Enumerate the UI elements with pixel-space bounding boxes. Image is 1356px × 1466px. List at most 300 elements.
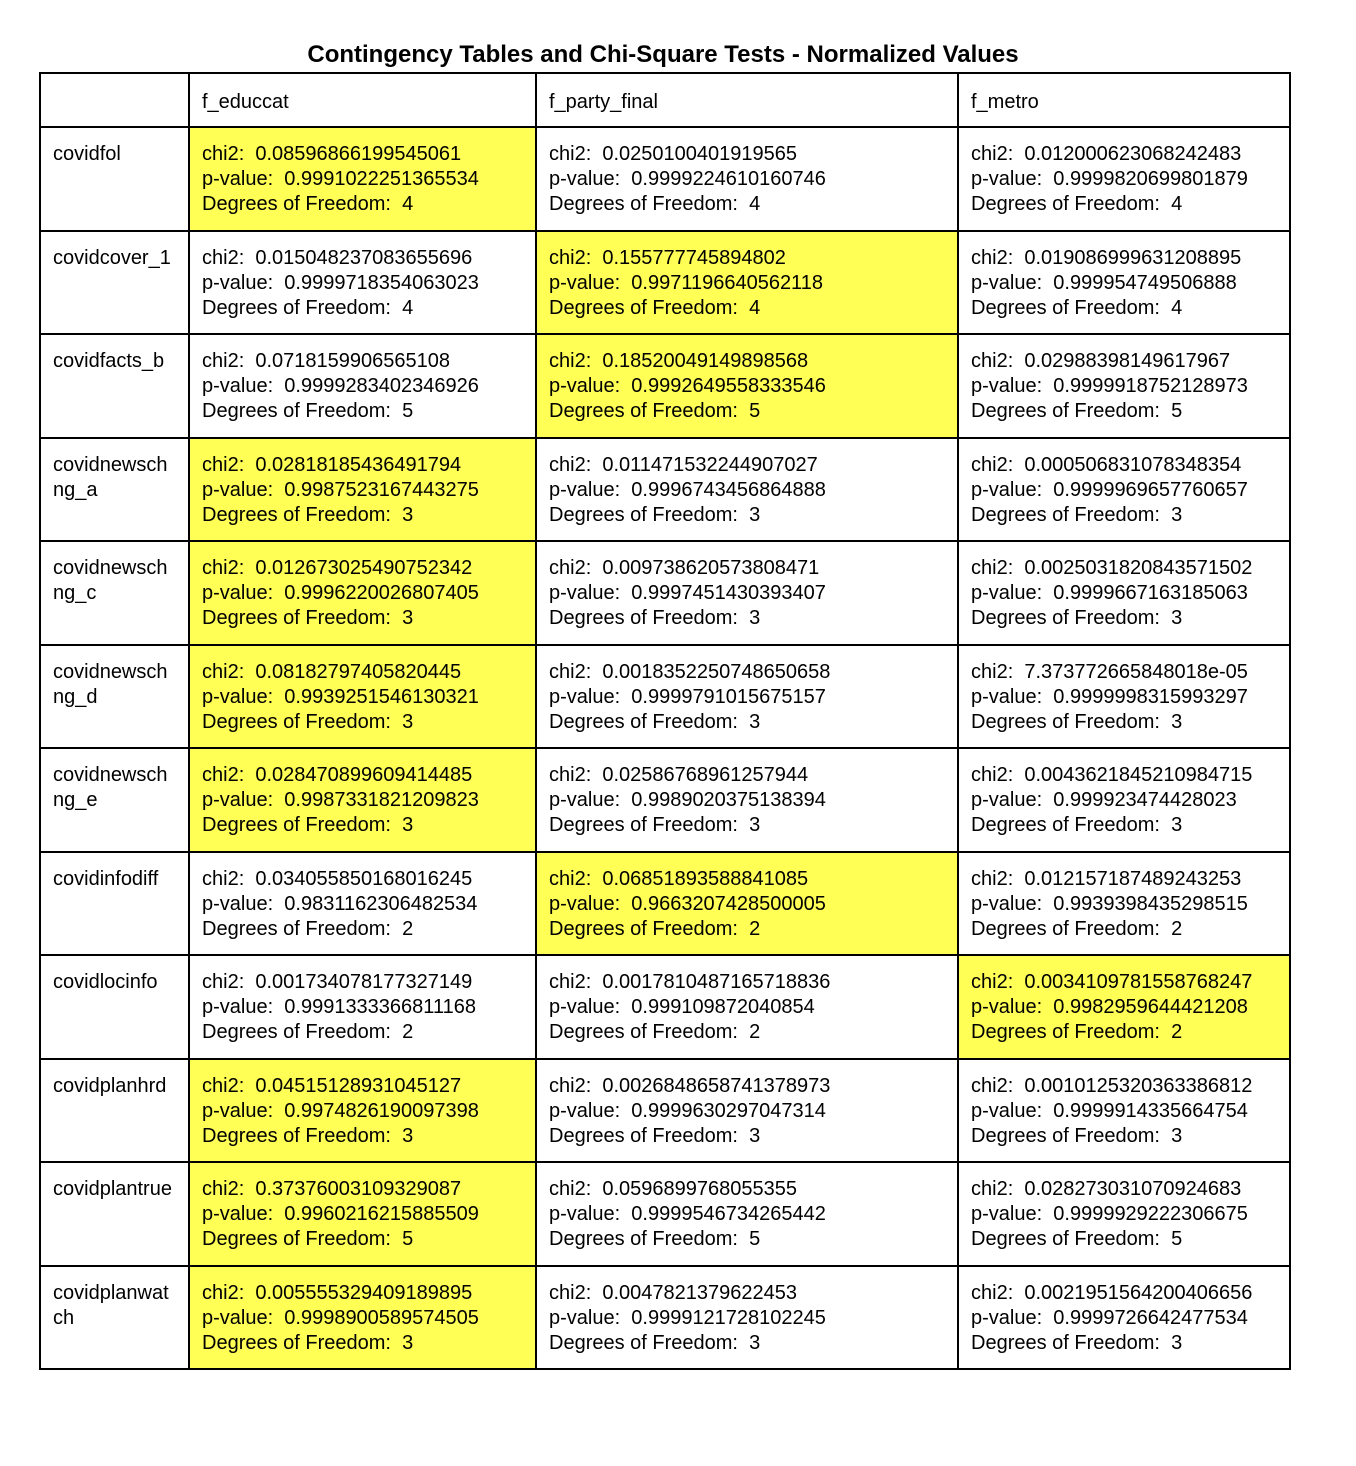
dof-line [202,606,523,631]
p-value-line-label: p-value: [202,996,285,1018]
dof-line [971,917,1277,942]
p-value-line [549,1306,945,1331]
table-row [40,1266,1290,1370]
p-value-line-value: 0.9987523167443275 [284,478,479,501]
chi2-line-value: 0.155777745894802 [602,246,786,269]
dof-line-value: 2 [402,1021,414,1043]
p-value-line-value: 0.9999918752128973 [1053,375,1248,397]
stat-cell [189,231,536,335]
chi2-line-value: 0.012000623068242483 [1024,143,1242,165]
chi2-line-value: 0.0010125320363386812 [1024,1074,1253,1097]
table-body [40,73,1290,1369]
chi2-line-value: 0.0043621845210984715 [1024,764,1253,786]
p-value-line [202,271,523,296]
chi2-line [202,970,523,995]
chi2-line-label: chi2: [971,453,1025,476]
chi2-line [549,970,945,995]
p-value-line [549,892,945,917]
chi2-line [549,1074,945,1099]
chi2-line-label: chi2: [202,1178,256,1200]
p-value-line-label: p-value: [202,892,285,915]
chi2-line-label: chi2: [549,453,603,476]
chi2-line-label: chi2: [202,246,256,269]
dof-line [202,296,523,321]
dof-line-label: Degrees of Freedom: [971,1124,1172,1147]
dof-line-label: Degrees of Freedom: [202,607,403,629]
dof-line-label: Degrees of Freedom: [202,1331,403,1354]
p-value-line-value: 0.9987331821209823 [284,789,479,811]
chi2-line [971,453,1277,478]
page-title: Contingency Tables and Chi-Square Tests - Normalized Values [307,41,1019,68]
chi2-line-value: 0.08182797405820445 [255,660,462,683]
p-value-line-label: p-value: [971,168,1054,190]
p-value-line-label: p-value: [971,271,1054,294]
p-value-line-label: p-value: [971,1203,1054,1225]
dof-line [202,1227,523,1252]
dof-line-value: 3 [1171,503,1183,526]
chi2-line-value: 0.02988398149617967 [1024,350,1231,372]
chi2-line-value: 0.02818185436491794 [255,453,462,476]
p-value-line [549,1202,945,1227]
p-value-line-label: p-value: [549,685,632,708]
chi2-line [549,867,945,892]
dof-line [971,606,1277,631]
dof-line-label: Degrees of Freedom: [971,193,1172,215]
dof-line-value: 3 [1171,607,1183,629]
dof-line-label: Degrees of Freedom: [549,917,750,940]
dof-line-label: Degrees of Freedom: [202,193,403,215]
chi2-line [202,246,523,271]
p-value-line-value: 0.9999929222306675 [1053,1203,1248,1225]
p-value-line-label: p-value: [202,478,285,501]
dof-line [971,1227,1277,1252]
p-value-line [202,892,523,917]
row-label: covidplanwatch [40,1266,189,1370]
dof-line [971,1124,1277,1149]
chi2-line [549,1177,945,1202]
dof-line [549,1227,945,1252]
chi2-line [202,349,523,374]
chi2-line-label: chi2: [549,1074,603,1097]
p-value-line [202,1099,523,1124]
dof-line-label: Degrees of Freedom: [549,710,750,733]
p-value-line [971,788,1277,813]
row-label: covidcover_1 [40,231,189,335]
dof-line-value: 4 [1171,296,1183,319]
dof-line-value: 5 [402,400,414,422]
chi2-line-label: chi2: [202,867,256,890]
p-value-line [971,1202,1277,1227]
chi2-line-value: 0.0047821379622453 [602,1281,798,1304]
p-value-line [549,478,945,503]
chi2-line [202,1074,523,1099]
stat-cell [536,1059,958,1163]
dof-line [549,1331,945,1356]
p-value-line-label: p-value: [202,685,285,708]
p-value-line-value: 0.9999283402346926 [284,375,479,397]
table-row [40,334,1290,438]
table-row [40,748,1290,852]
chi2-line [202,763,523,788]
table-row [40,541,1290,645]
dof-line-value: 2 [402,917,414,940]
chi2-line-label: chi2: [971,1281,1025,1304]
stat-cell [958,541,1290,645]
p-value-line [549,1099,945,1124]
p-value-line [202,167,523,192]
dof-line-value: 3 [402,710,414,733]
p-value-line-label: p-value: [549,168,632,190]
chi2-line-value: 0.012673025490752342 [255,557,473,579]
stat-cell [958,852,1290,956]
stat-cell-highlighted [189,438,536,542]
chi2-line-value: 0.0250100401919565 [602,143,798,165]
p-value-line [202,374,523,399]
chi2-line-value: 0.02586768961257944 [602,764,809,786]
p-value-line [202,788,523,813]
p-value-line-value: 0.9999667163185063 [1053,582,1248,604]
p-value-line-value: 0.9999998315993297 [1053,685,1248,708]
stat-cell-highlighted [189,541,536,645]
stat-cell-highlighted [536,852,958,956]
p-value-line-value: 0.9999630297047314 [631,1099,826,1122]
p-value-line-label: p-value: [202,271,285,294]
dof-line [549,503,945,528]
stat-cell-highlighted [189,1266,536,1370]
p-value-line-value: 0.9996220026807405 [284,582,479,604]
chi2-line [971,246,1277,271]
chi2-line [202,556,523,581]
chi2-line [971,349,1277,374]
row-label: covidnewschng_e [40,748,189,852]
stat-cell-highlighted [189,645,536,749]
chi2-line-value: 0.0018352250748650658 [602,660,831,683]
dof-line-value: 3 [402,607,414,629]
chi2-line [549,660,945,685]
chi2-line-value: 0.0021951564200406656 [1024,1281,1253,1304]
table-row [40,231,1290,335]
dof-line-label: Degrees of Freedom: [202,503,403,526]
chi2-line-value: 0.0718159906565108 [255,350,451,372]
dof-line-value: 3 [1171,1331,1183,1354]
p-value-line-value: 0.9989020375138394 [631,789,826,811]
chi2-line-label: chi2: [971,660,1025,683]
p-value-line-label: p-value: [202,1203,285,1225]
dof-line-label: Degrees of Freedom: [549,1228,750,1250]
stat-cell-highlighted [536,334,958,438]
chi2-line-label: chi2: [549,1178,603,1200]
dof-line-value: 2 [749,1021,761,1043]
dof-line-label: Degrees of Freedom: [971,814,1172,836]
dof-line-label: Degrees of Freedom: [549,1021,750,1043]
stat-cell [189,955,536,1059]
p-value-line-value: 0.9999121728102245 [631,1306,826,1329]
p-value-line-label: p-value: [971,375,1054,397]
p-value-line-value: 0.9999969657760657 [1053,478,1248,501]
p-value-line-value: 0.9960216215885509 [284,1203,479,1225]
chi2-line-value: 0.18520049149898568 [602,350,809,372]
p-value-line [202,1306,523,1331]
chi2-line [549,246,945,271]
stat-cell [536,1266,958,1370]
dof-line-value: 5 [402,1228,414,1250]
dof-line-value: 3 [402,1331,414,1354]
p-value-line-value: 0.9974826190097398 [284,1099,479,1122]
p-value-line-label: p-value: [202,789,285,811]
chi2-line-value: 0.028273031070924683 [1024,1178,1242,1200]
stat-cell [536,127,958,231]
p-value-line [202,995,523,1020]
chi2-line-value: 0.000506831078348354 [1024,453,1242,476]
dof-line [549,710,945,735]
p-value-line-label: p-value: [549,1306,632,1329]
dof-line-value: 3 [1171,1124,1183,1147]
dof-line-label: Degrees of Freedom: [549,400,750,422]
p-value-line [549,374,945,399]
chi2-line-label: chi2: [549,660,603,683]
chi2-line-label: chi2: [549,764,603,786]
p-value-line [971,685,1277,710]
chi2-line [971,1281,1277,1306]
p-value-line-label: p-value: [549,582,632,604]
dof-line [549,606,945,631]
stat-cell-highlighted [958,955,1290,1059]
row-label: covidnewschng_a [40,438,189,542]
chi2-line-value: 0.019086999631208895 [1024,246,1242,269]
row-label: covidplanhrd [40,1059,189,1163]
chi2-line-value: 0.0596899768055355 [602,1178,798,1200]
dof-line-value: 5 [749,1228,761,1250]
p-value-line [971,374,1277,399]
dof-line-label: Degrees of Freedom: [202,1228,403,1250]
chi2-line-value: 0.0034109781558768247 [1024,971,1253,993]
p-value-line-value: 0.9999726642477534 [1053,1306,1248,1329]
dof-line-value: 3 [1171,814,1183,836]
p-value-line [971,995,1277,1020]
chi2-line-value: 0.028470899609414485 [255,764,473,786]
chi2-line-label: chi2: [549,557,603,579]
dof-line [549,296,945,321]
p-value-line [971,271,1277,296]
dof-line-label: Degrees of Freedom: [202,1021,403,1043]
chi2-line-label: chi2: [971,1074,1025,1097]
p-value-line-label: p-value: [971,1099,1054,1122]
stat-cell [536,438,958,542]
chi2-line-label: chi2: [971,143,1025,165]
dof-line-label: Degrees of Freedom: [202,1124,403,1147]
p-value-line [549,581,945,606]
p-value-line-value: 0.9999224610160746 [631,168,826,190]
stat-cell [536,645,958,749]
dof-line-label: Degrees of Freedom: [971,1021,1172,1043]
chi2-line [202,660,523,685]
p-value-line-label: p-value: [971,582,1054,604]
dof-line-value: 3 [749,503,761,526]
dof-line [971,710,1277,735]
chi2-line-value: 0.011471532244907027 [602,453,818,476]
dof-line-label: Degrees of Freedom: [549,296,750,319]
p-value-line [971,478,1277,503]
table-row [40,852,1290,956]
dof-line-label: Degrees of Freedom: [971,1331,1172,1354]
table-row [40,1059,1290,1163]
chi2-line-value: 0.0025031820843571502 [1024,557,1253,579]
column-header: f_metro [958,73,1290,127]
dof-line-label: Degrees of Freedom: [549,814,750,836]
stat-cell [958,231,1290,335]
p-value-line-value: 0.9831162306482534 [284,892,478,915]
dof-line-label: Degrees of Freedom: [971,503,1172,526]
dof-line-value: 5 [1171,400,1183,422]
column-header: f_party_final [536,73,958,127]
column-header: f_educcat [189,73,536,127]
stat-cell [958,438,1290,542]
dof-line-value: 3 [749,710,761,733]
chi2-line-value: 0.0026848658741378973 [602,1074,831,1097]
row-label: covidinfodiff [40,852,189,956]
dof-line [202,813,523,838]
p-value-line-label: p-value: [971,685,1054,708]
dof-line [971,1020,1277,1045]
chi2-line-label: chi2: [971,971,1025,993]
dof-line-label: Degrees of Freedom: [202,296,403,319]
chi2-line-value: 0.015048237083655696 [255,246,473,269]
dof-line-value: 4 [402,296,414,319]
dof-line-value: 3 [402,814,414,836]
table-row [40,1162,1290,1266]
dof-line [549,1124,945,1149]
chi2-line-label: chi2: [549,246,603,269]
chi2-line-value: 0.08596866199545061 [255,143,462,165]
dof-line-label: Degrees of Freedom: [971,400,1172,422]
p-value-line-label: p-value: [549,892,632,915]
p-value-line [549,271,945,296]
chi2-line-label: chi2: [549,143,603,165]
dof-line-value: 4 [402,193,414,215]
chi2-line [202,142,523,167]
dof-line-label: Degrees of Freedom: [549,607,750,629]
chi2-line [202,453,523,478]
dof-line [971,503,1277,528]
chi2-line-value: 0.001734078177327149 [255,971,473,993]
chi2-line-value: 0.06851893588841085 [602,867,809,890]
stat-cell [958,645,1290,749]
corner-cell [40,73,189,127]
dof-line [549,813,945,838]
dof-line [971,399,1277,424]
p-value-line-label: p-value: [549,271,632,294]
chi-square-table [39,72,1291,1370]
p-value-line-label: p-value: [549,1099,632,1122]
chi2-line-value: 0.005555329409189895 [255,1281,473,1304]
dof-line-value: 2 [749,917,761,940]
chi2-line [549,453,945,478]
table-row [40,438,1290,542]
p-value-line-label: p-value: [549,996,632,1018]
chi2-line-label: chi2: [202,143,256,165]
dof-line-label: Degrees of Freedom: [971,296,1172,319]
dof-line [202,917,523,942]
chi2-line-label: chi2: [971,1178,1025,1200]
chi2-line-label: chi2: [971,350,1025,372]
p-value-line-label: p-value: [971,996,1054,1018]
p-value-line-value: 0.9992649558333546 [631,375,826,397]
chi2-line-value: 0.04515128931045127 [255,1074,462,1097]
p-value-line-value: 0.9939251546130321 [284,685,479,708]
stat-cell [958,1059,1290,1163]
p-value-line-value: 0.9999791015675157 [631,685,826,708]
p-value-line-value: 0.9991022251365534 [284,168,479,190]
chi2-line [971,660,1277,685]
p-value-line-value: 0.9939398435298515 [1053,892,1248,915]
dof-line-label: Degrees of Freedom: [971,607,1172,629]
p-value-line-value: 0.9998900589574505 [284,1306,479,1329]
p-value-line-label: p-value: [549,478,632,501]
chi2-line [549,349,945,374]
chi2-line-label: chi2: [971,764,1025,786]
chi2-line-value: 0.012157187489243253 [1024,867,1242,890]
p-value-line [202,581,523,606]
dof-line [549,399,945,424]
chi2-line-label: chi2: [202,1074,256,1097]
p-value-line [971,892,1277,917]
p-value-line-value: 0.9996743456864888 [631,478,826,501]
chi2-line-label: chi2: [549,867,603,890]
p-value-line [971,1099,1277,1124]
stat-cell [536,955,958,1059]
dof-line-label: Degrees of Freedom: [549,193,750,215]
p-value-line [971,1306,1277,1331]
p-value-line-value: 0.9997451430393407 [631,582,826,604]
chi2-line [202,867,523,892]
chi2-line [971,867,1277,892]
dof-line [202,1331,523,1356]
row-label: covidfacts_b [40,334,189,438]
chi2-line [971,1074,1277,1099]
p-value-line-value: 0.999954749506888 [1053,271,1237,294]
chi2-line-label: chi2: [549,971,603,993]
p-value-line [202,685,523,710]
stat-cell [958,748,1290,852]
dof-line-value: 5 [1171,1228,1183,1250]
p-value-line [549,788,945,813]
stat-cell [189,852,536,956]
chi2-line-value: 0.034055850168016245 [255,867,473,890]
stat-cell-highlighted [189,127,536,231]
p-value-line [549,995,945,1020]
p-value-line-label: p-value: [202,1306,285,1329]
dof-line-label: Degrees of Freedom: [549,1331,750,1354]
dof-line-value: 2 [1171,917,1183,940]
dof-line-value: 3 [402,1124,414,1147]
p-value-line-value: 0.999923474428023 [1053,789,1237,811]
dof-line [971,1331,1277,1356]
dof-line [549,917,945,942]
p-value-line-value: 0.9982959644421208 [1053,996,1248,1018]
dof-line [202,1020,523,1045]
p-value-line-label: p-value: [549,375,632,397]
chi2-line [549,1281,945,1306]
chi2-line [549,763,945,788]
chi2-line-label: chi2: [549,1281,603,1304]
p-value-line-label: p-value: [202,582,285,604]
chi2-line [549,556,945,581]
p-value-line-value: 0.9999718354063023 [284,271,479,294]
dof-line [549,1020,945,1045]
p-value-line-value: 0.9999820699801879 [1053,168,1248,190]
dof-line-label: Degrees of Freedom: [549,503,750,526]
dof-line [971,296,1277,321]
